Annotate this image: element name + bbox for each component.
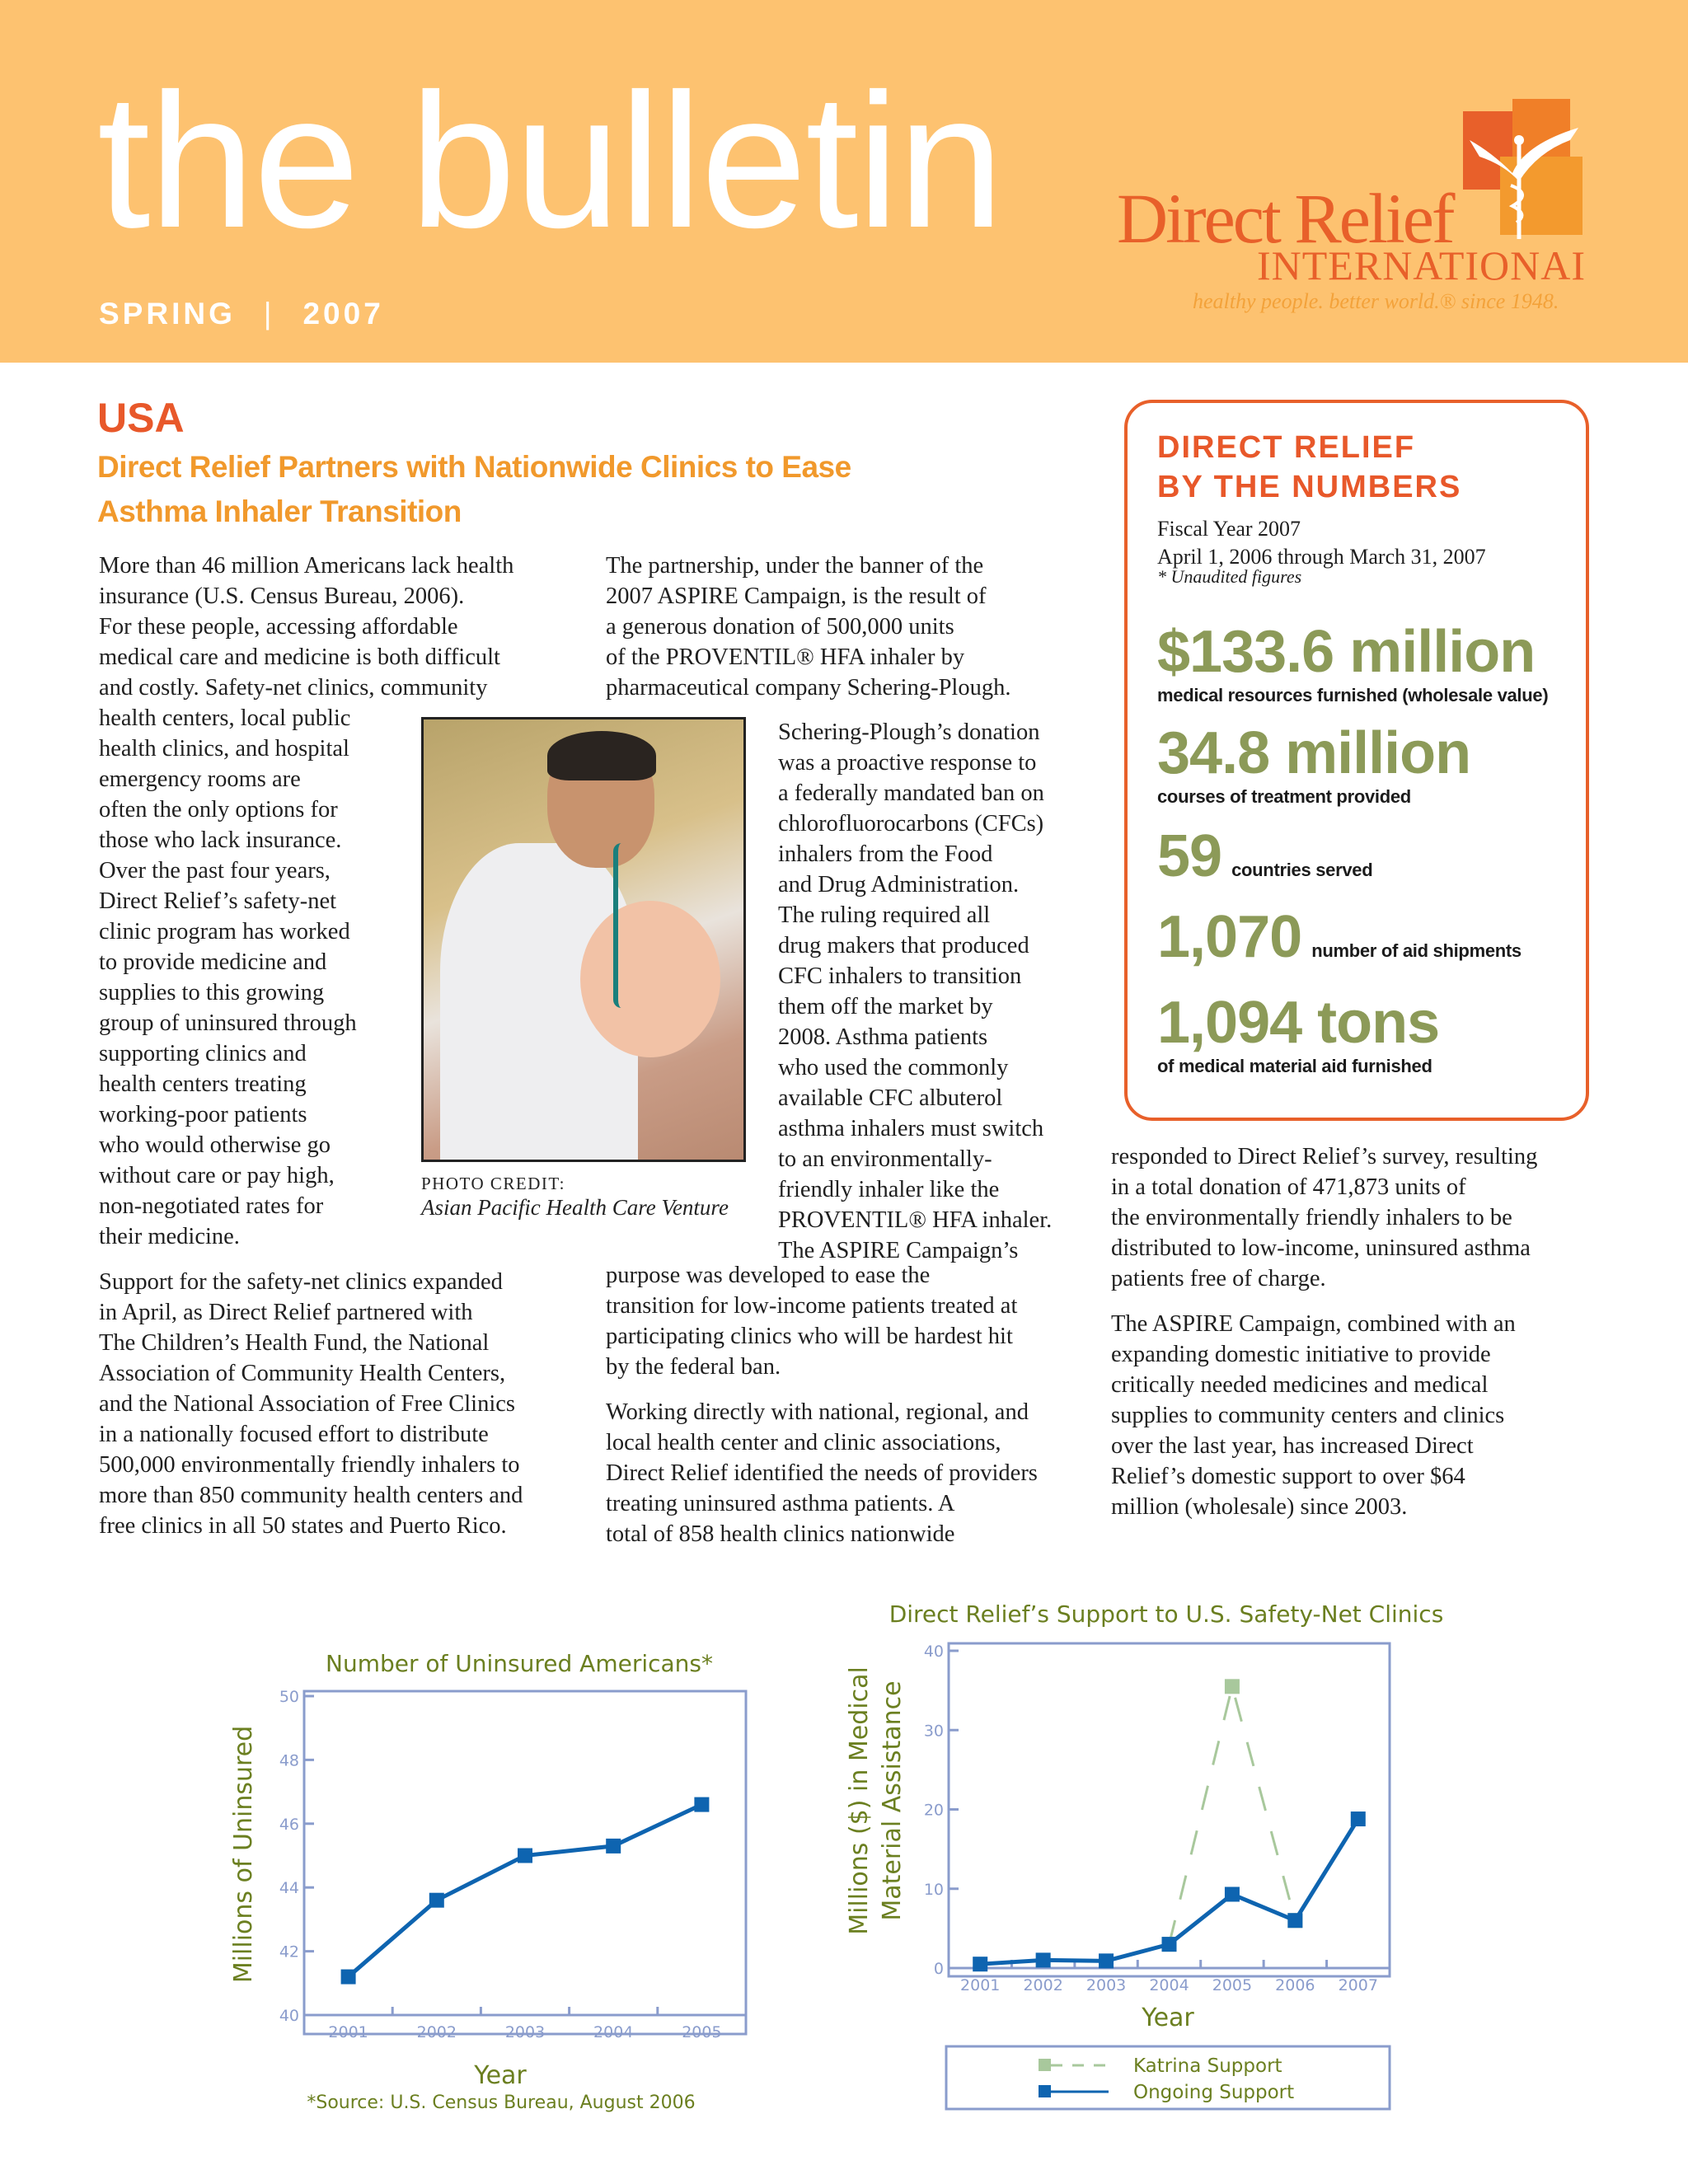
text-line: drug makers that produced xyxy=(778,933,1029,958)
legend-box xyxy=(946,2046,1390,2109)
plot-frame xyxy=(949,1643,1390,1976)
data-point-uninsured xyxy=(518,1849,532,1863)
text-line: who used the commonly xyxy=(778,1055,1009,1080)
x-tick-label: 2007 xyxy=(1338,1976,1378,1994)
logo-subtitle: INTERNATIONAI xyxy=(1257,242,1587,288)
y-tick-label: 20 xyxy=(923,1801,944,1820)
article-column-3 xyxy=(1111,1141,1606,1522)
text-line: total of 858 health clinics nationwide xyxy=(606,1521,955,1547)
section-label: USA xyxy=(97,395,185,441)
text-line: For these people, accessing affordable xyxy=(99,614,458,640)
paragraph xyxy=(606,551,1100,703)
y-tick-label: 40 xyxy=(923,1643,944,1661)
text-line: insurance (U.S. Census Bureau, 2006). xyxy=(99,583,465,609)
text-line: The ASPIRE Campaign’s xyxy=(778,1238,1019,1263)
stat-medical-resources xyxy=(1157,619,1548,706)
data-point-katrina-support xyxy=(1225,1679,1240,1694)
text-line: over the last year, has increased Direct xyxy=(1111,1433,1474,1459)
x-axis-title: Year xyxy=(1142,2004,1194,2032)
text-line: Direct Relief identified the needs of providers xyxy=(606,1460,1038,1486)
series-line-ongoing-support xyxy=(980,1819,1358,1964)
stat-label: of medical material aid furnished xyxy=(1157,1056,1432,1076)
paragraph xyxy=(606,1397,1100,1549)
paragraph xyxy=(99,1267,593,1541)
y-tick-label: 46 xyxy=(279,1815,299,1834)
text-line: The ASPIRE Campaign, combined with an xyxy=(1111,1311,1516,1337)
series-line-uninsured xyxy=(349,1805,702,1977)
text-line: and the National Association of Free Clinics xyxy=(99,1391,515,1417)
x-tick-label: 2006 xyxy=(1275,1976,1315,1994)
unaudited-note: * Unaudited figures xyxy=(1157,566,1302,587)
y-tick-label: 48 xyxy=(279,1751,299,1770)
headline-line: Asthma Inhaler Transition xyxy=(97,494,462,528)
text-line: participating clinics who will be hardest hit xyxy=(606,1324,1013,1349)
data-point-katrina-support xyxy=(1287,1913,1302,1928)
paragraph xyxy=(1111,1141,1606,1294)
series-line-katrina-support xyxy=(1170,1686,1296,1944)
issue-date xyxy=(99,297,384,331)
photo-credit: Asian Pacific Health Care Venture xyxy=(421,1195,729,1220)
text-line: supporting clinics and xyxy=(99,1041,307,1066)
text-line: a generous donation of 500,000 units xyxy=(606,614,954,640)
text-line: expanding domestic initiative to provide xyxy=(1111,1342,1491,1367)
issue-separator: | xyxy=(263,297,275,330)
text-line: often the only options for xyxy=(99,797,338,823)
text-line: PROVENTIL® HFA inhaler. xyxy=(778,1207,1053,1233)
numbers-sidebar xyxy=(1124,400,1589,1121)
y-tick-label: 50 xyxy=(279,1688,299,1706)
text-line: distributed to low-income, uninsured asthma xyxy=(1111,1235,1531,1261)
issue-year: 2007 xyxy=(302,297,384,330)
text-line: medical care and medicine is both difficult xyxy=(99,644,500,670)
text-line: group of uninsured through xyxy=(99,1010,357,1036)
text-line: responded to Direct Relief’s survey, resulting xyxy=(1111,1144,1538,1169)
text-line: the environmentally friendly inhalers to be xyxy=(1111,1205,1512,1230)
y-tick-label: 10 xyxy=(923,1880,944,1899)
text-line: pharmaceutical company Schering-Plough. xyxy=(606,675,1011,701)
x-tick-label: 2001 xyxy=(328,2023,368,2041)
x-tick-label: 2004 xyxy=(593,2023,634,2041)
text-line: their medicine. xyxy=(99,1224,240,1249)
data-point-ongoing-support xyxy=(1225,1886,1240,1901)
y-axis-title: Millions of Uninsured xyxy=(229,1725,258,1984)
text-line: of the PROVENTIL® HFA inhaler by xyxy=(606,644,965,670)
paragraph xyxy=(778,717,1091,1266)
data-point-ongoing-support xyxy=(1162,1937,1177,1952)
text-line: clinic program has worked xyxy=(99,919,350,944)
stat-value: 59 xyxy=(1157,823,1222,889)
text-line: those who lack insurance. xyxy=(99,827,342,853)
text-line: to provide medicine and xyxy=(99,949,327,975)
data-point-ongoing-support xyxy=(1287,1913,1302,1928)
article-column-2-wrap xyxy=(778,717,1091,1266)
stat-value: 1,094 tons xyxy=(1157,990,1440,1056)
text-line: in April, as Direct Relief partnered with xyxy=(99,1300,473,1325)
text-line: Association of Community Health Centers, xyxy=(99,1361,506,1386)
text-line: Schering-Plough’s donation xyxy=(778,719,1040,745)
legend-label-ongoing: Ongoing Support xyxy=(1133,2082,1295,2103)
masthead-banner xyxy=(0,0,1688,363)
text-line: supplies to this growing xyxy=(99,980,325,1005)
text-line: Direct Relief’s safety-net xyxy=(99,888,337,914)
numbers-title: DIRECT RELIEF BY THE NUMBERS xyxy=(1157,430,1462,504)
data-point-uninsured xyxy=(341,1970,356,1985)
publication-title: the bulletin xyxy=(97,54,1003,268)
issue-season: SPRING xyxy=(99,297,236,330)
text-line: CFC inhalers to transition xyxy=(778,963,1022,989)
text-line: was a proactive response to xyxy=(778,750,1037,776)
text-line: inhalers from the Food xyxy=(778,841,993,867)
text-line: supplies to community centers and clinics xyxy=(1111,1403,1505,1428)
data-point-ongoing-support xyxy=(1036,1952,1051,1967)
text-line: critically needed medicines and medical xyxy=(1111,1372,1489,1398)
text-line: more than 850 community health centers and xyxy=(99,1483,523,1508)
stat-treatment-courses xyxy=(1157,720,1470,808)
data-point-uninsured xyxy=(694,1797,709,1812)
article-headline xyxy=(97,445,1004,534)
data-point-ongoing-support xyxy=(1099,1953,1114,1968)
text-line: purpose was developed to ease the xyxy=(606,1263,931,1288)
text-line: 2007 ASPIRE Campaign, is the result of xyxy=(606,583,987,609)
x-tick-label: 2001 xyxy=(960,1976,1001,1994)
text-line: friendly inhaler like the xyxy=(778,1177,1000,1202)
text-line: Over the past four years, xyxy=(99,858,331,883)
y-axis-title-line2: Material Assistance xyxy=(878,1680,907,1921)
text-line: transition for low-income patients treated at xyxy=(606,1293,1018,1319)
data-point-katrina-support xyxy=(1162,1937,1177,1952)
data-point-uninsured xyxy=(606,1839,621,1854)
text-line: health clinics, and hospital xyxy=(99,736,349,762)
fiscal-period xyxy=(1157,515,1486,571)
photo-credit-label: PHOTO CREDIT: xyxy=(421,1174,565,1193)
y-tick-label: 30 xyxy=(923,1722,944,1741)
headline-line: Direct Relief Partners with Nationwide Clinics to Ease xyxy=(97,450,851,484)
paragraph xyxy=(99,703,412,1252)
fiscal-year: Fiscal Year 2007 xyxy=(1157,517,1301,541)
text-line: available CFC albuterol xyxy=(778,1085,1003,1111)
x-tick-label: 2002 xyxy=(1023,1976,1063,1994)
text-line: local health center and clinic associations, xyxy=(606,1430,1001,1455)
text-line: patients free of charge. xyxy=(1111,1266,1326,1291)
text-line: by the federal ban. xyxy=(606,1354,781,1380)
stat-label: countries served xyxy=(1231,860,1373,880)
text-line: 500,000 environmentally friendly inhalers to xyxy=(99,1452,520,1478)
paragraph xyxy=(99,551,593,703)
text-line: non-negotiated rates for xyxy=(99,1193,324,1219)
text-line: health centers, local public xyxy=(99,705,351,731)
stat-value: 1,070 xyxy=(1157,904,1302,970)
y-tick-label: 0 xyxy=(933,1960,944,1978)
x-axis-title: Year xyxy=(474,2061,527,2090)
article-column-2-bottom xyxy=(606,1260,1100,1549)
text-line: health centers treating xyxy=(99,1071,307,1097)
logo-tagline: healthy people. better world.® since 1948. xyxy=(1193,289,1559,313)
x-tick-label: 2005 xyxy=(1212,1976,1253,1994)
plot-frame xyxy=(304,1691,746,2034)
logo-wordmark: Direct Relief xyxy=(1117,179,1453,258)
text-line: The partnership, under the banner of the xyxy=(606,553,984,579)
stat-label: number of aid shipments xyxy=(1311,940,1522,961)
chart-title: Number of Uninsured Americans* xyxy=(326,1650,713,1677)
fiscal-range: April 1, 2006 through March 31, 2007 xyxy=(1157,545,1486,569)
legend-label-katrina: Katrina Support xyxy=(1133,2055,1282,2077)
text-line: asthma inhalers must switch xyxy=(778,1116,1044,1141)
y-tick-label: 42 xyxy=(279,1943,299,1961)
text-line: them off the market by xyxy=(778,994,993,1019)
data-point-ongoing-support xyxy=(973,1957,987,1971)
text-line: to an environmentally- xyxy=(778,1146,992,1172)
stat-value: 34.8 million xyxy=(1157,720,1471,786)
text-line: in a nationally focused effort to distribute xyxy=(99,1422,489,1447)
text-line: 2008. Asthma patients xyxy=(778,1024,988,1050)
article-column-2-top xyxy=(606,551,1100,703)
text-line: emergency rooms are xyxy=(99,766,301,792)
caduceus-logo-icon xyxy=(1455,95,1595,243)
text-line: The ruling required all xyxy=(778,902,991,928)
x-tick-label: 2005 xyxy=(682,2023,722,2041)
data-point-ongoing-support xyxy=(1351,1811,1366,1826)
x-tick-label: 2003 xyxy=(1085,1976,1127,1994)
text-line: Support for the safety-net clinics expanded xyxy=(99,1269,503,1295)
text-line: free clinics in all 50 states and Puerto Rico. xyxy=(99,1513,507,1539)
text-line: More than 46 million Americans lack health xyxy=(99,553,514,579)
text-line: who would otherwise go xyxy=(99,1132,331,1158)
text-line: The Children’s Health Fund, the National xyxy=(99,1330,490,1356)
text-line: and Drug Administration. xyxy=(778,872,1020,898)
stat-shipments xyxy=(1157,904,1522,970)
chart-title: Direct Relief’s Support to U.S. Safety-Net Clinics xyxy=(889,1601,1444,1628)
stat-label: courses of treatment provided xyxy=(1157,786,1411,807)
y-tick-label: 44 xyxy=(279,1879,299,1898)
paragraph xyxy=(606,1260,1100,1382)
text-line: Relief’s domestic support to over $64 xyxy=(1111,1464,1465,1489)
legend-marker-ongoing xyxy=(1039,2085,1051,2097)
text-line: chlorofluorocarbons (CFCs) xyxy=(778,811,1044,837)
text-line: a federally mandated ban on xyxy=(778,780,1044,806)
data-point-uninsured xyxy=(429,1893,444,1908)
text-line: Working directly with national, regional, and xyxy=(606,1399,1029,1425)
legend-marker-katrina xyxy=(1039,2059,1051,2071)
stat-label: medical resources furnished (wholesale value) xyxy=(1157,685,1549,705)
chart-footnote: *Source: U.S. Census Bureau, August 2006 xyxy=(307,2093,696,2113)
text-line: and costly. Safety-net clinics, community xyxy=(99,675,488,701)
x-tick-label: 2004 xyxy=(1149,1976,1189,1994)
text-line: treating uninsured asthma patients. A xyxy=(606,1491,955,1516)
article-photo xyxy=(421,717,746,1162)
text-line: working-poor patients xyxy=(99,1102,307,1127)
x-tick-label: 2003 xyxy=(504,2023,546,2041)
direct-relief-logo[interactable] xyxy=(1117,95,1628,326)
text-line: without care or pay high, xyxy=(99,1163,335,1188)
y-tick-label: 40 xyxy=(279,2007,299,2025)
stat-value: $133.6 million xyxy=(1157,619,1536,685)
paragraph xyxy=(1111,1309,1606,1522)
y-axis-title-line1: Millions ($) in Medical xyxy=(845,1666,874,1935)
x-tick-label: 2002 xyxy=(416,2023,457,2041)
text-line: in a total donation of 471,873 units of xyxy=(1111,1174,1466,1200)
stat-tons xyxy=(1157,990,1439,1077)
text-line: million (wholesale) since 2003. xyxy=(1111,1494,1408,1520)
stat-countries xyxy=(1157,823,1372,889)
